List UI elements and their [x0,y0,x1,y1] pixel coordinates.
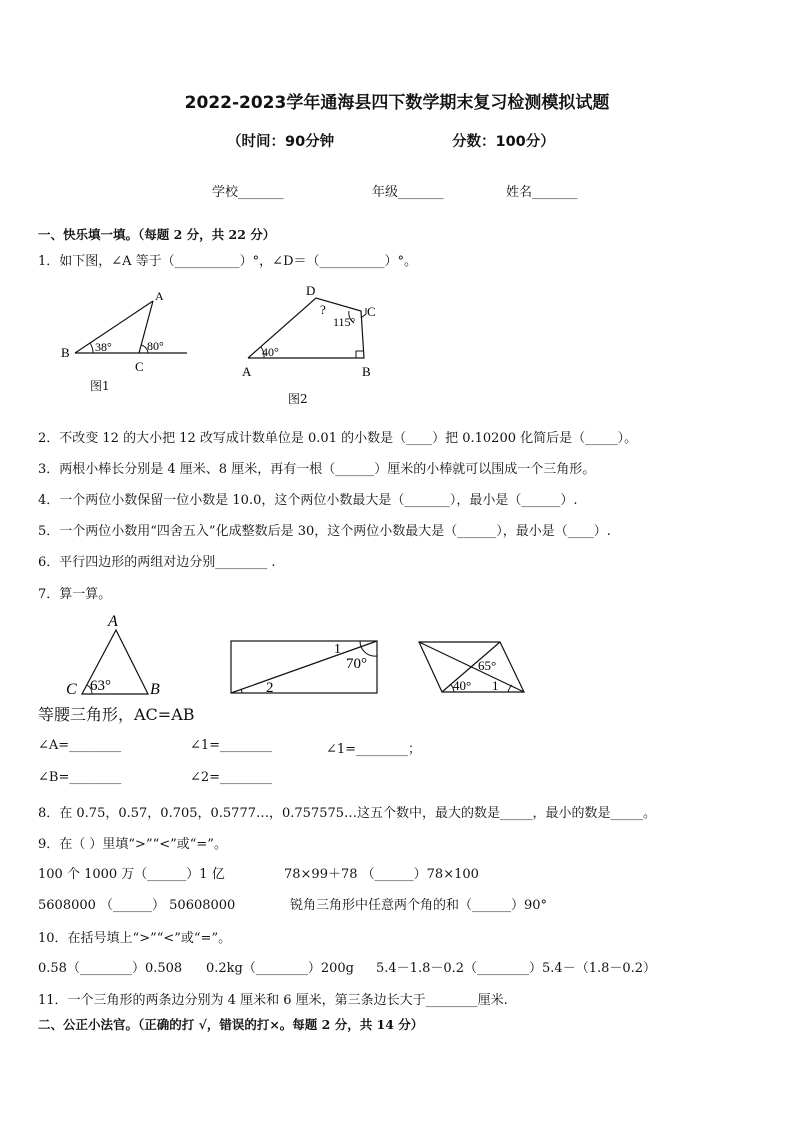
answer-angle-b: ∠B=________ [38,770,122,785]
answer-angle-1-para: ∠1=________； [326,742,422,757]
fig1-label-c: C [135,359,144,374]
question-9: 9．在（ ）里填“>”“<”或“=”。 [38,837,227,852]
question-2: 2．不改变 12 的大小把 12 改写成计数单位是 0.01 的小数是（____）把 0.10200 化简后是（_____）。 [38,431,638,446]
question-9c: 5608000 （______） 50608000 [38,898,236,913]
question-11: 11．一个三角形的两条边分别为 4 厘米和 6 厘米，第三条边长大于________厘米. [38,993,508,1008]
fig1-angle-38: 38° [95,340,112,354]
question-9d: 锐角三角形中任意两个角的和（______）90° [290,898,548,913]
fig2-angle-40: 40° [262,345,279,359]
fig5-angle-1: 1 [492,678,499,693]
figure-1-caption: 图1 [90,379,110,393]
question-9a: 100 个 1000 万（______）1 亿 [38,867,225,882]
figure-1-triangle [55,285,195,395]
fig2-label-c: C [367,304,376,319]
figure-4-rectangle [228,638,380,696]
fig2-angle-115: 115° [333,315,356,329]
question-4: 4．一个两位小数保留一位小数是 10.0，这个两位小数最大是（_______），最小是（______）. [38,493,578,508]
figure-3-isosceles-triangle [62,610,172,700]
question-10b: 0.2kg（________）200g [206,961,355,976]
question-6: 6．平行四边形的两组对边分别________ . [38,555,276,570]
figure-2-caption: 图2 [288,392,308,406]
question-9b: 78×99＋78 （______）78×100 [284,867,479,882]
fig1-label-b: B [61,345,70,360]
fig1-angle-80: 80° [147,339,164,353]
fig3-label-c: C [66,681,77,698]
section-1-heading: 一、快乐填一填。（每题 2 分，共 22 分） [38,227,276,242]
fig3-angle-63: 63° [90,678,111,694]
isosceles-note: 等腰三角形，AC=AB [38,705,195,724]
figure-5-parallelogram [416,638,528,696]
fig5-angle-40: 40° [453,678,472,693]
fig3-label-a: A [108,613,118,630]
fig4-angle-70: 70° [346,656,367,672]
answer-angle-a: ∠A=________ [38,738,122,753]
grade-field: 年级_______ [372,185,444,200]
name-field: 姓名_______ [506,185,578,200]
school-field: 学校_______ [212,185,284,200]
exam-time: （时间：90分钟 [227,134,335,150]
fig3-label-b: B [150,681,160,698]
section-2-heading: 二、公正小法官。（正确的打 √，错误的打×。每题 2 分，共 14 分） [38,1017,424,1032]
fig4-angle-2: 2 [266,680,274,696]
figure-2-quadrilateral [236,278,396,388]
fig2-unknown-angle: ? [320,302,326,317]
fig2-label-b: B [362,364,371,379]
question-7: 7．算一算。 [38,587,112,602]
fig2-label-a: A [242,364,252,379]
answer-angle-1-rect: ∠1=________ [190,738,273,753]
question-3: 3．两根小棒长分别是 4 厘米、8 厘米，再有一根（______）厘米的小棒就可以围成一个三角形。 [38,462,596,477]
question-10a: 0.58（________）0.508 [38,961,183,976]
answer-angle-2: ∠2=________ [190,770,273,785]
exam-score: 分数：100分） [452,134,555,150]
question-10: 10．在括号填上“>”“<”或“=”。 [38,931,232,946]
question-10c: 5.4－1.8－0.2（________）5.4－（1.8－0.2） [376,961,657,976]
fig5-angle-65: 65° [478,658,497,673]
fig2-label-d: D [306,283,316,298]
fig1-label-a: A [155,289,164,303]
question-8: 8．在 0.75，0.57，0.705，0.5777…，0.757575…这五个数中，最大的数是_____，最小的数是_____。 [38,806,657,821]
question-5: 5．一个两位小数用“四舍五入”化成整数后是 30，这个两位小数最大是（______），最小是（____）. [38,524,611,539]
fig4-angle-1: 1 [334,642,341,657]
question-1: 1．如下图，∠A 等于（__________）°，∠D＝（__________）°。 [38,254,417,269]
page-title: 2022-2023学年通海县四下数学期末复习检测模拟试题 [184,93,610,113]
